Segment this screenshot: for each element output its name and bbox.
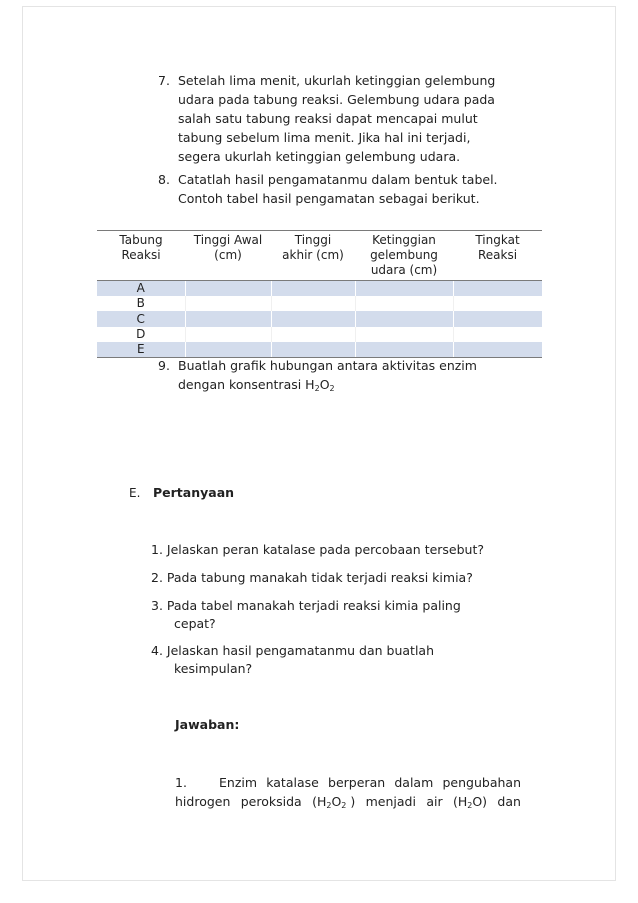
table-cell — [355, 281, 453, 297]
step-line: segera ukurlah ketinggian gelembung udara. — [178, 149, 461, 164]
table-cell — [453, 311, 542, 326]
answer-line: hidrogen peroksida ($H_2O_2$ ) menjadi air $(H_2O)$ dan — [175, 794, 521, 810]
section-letter: E. — [129, 486, 141, 500]
tube-label: A — [97, 281, 185, 297]
table-cell — [355, 296, 453, 311]
observation-table — [97, 230, 542, 358]
table-cell — [185, 327, 271, 342]
table-cell — [271, 281, 355, 297]
header-tinggi-akhir: Tinggi akhir (cm) — [271, 231, 355, 281]
step-line: Setelah lima menit, ukurlah ketinggian gelembung — [178, 73, 496, 88]
step-line: dengan konsentrasi $H_2O_2$ — [178, 377, 335, 393]
step-number: 8. — [158, 172, 170, 187]
section-title: Pertanyaan — [153, 485, 235, 500]
question-2: 2. Pada tabung manakah tidak terjadi reaksi kimia? — [151, 570, 473, 585]
step-line: Catatlah hasil pengamatanmu dalam bentuk tabel. — [178, 172, 498, 187]
table-cell — [185, 311, 271, 326]
table-cell — [271, 311, 355, 326]
table-cell — [185, 281, 271, 297]
table-cell — [271, 327, 355, 342]
table-header-row — [97, 231, 542, 281]
table-row — [97, 281, 542, 297]
table-cell — [355, 327, 453, 342]
step-number: 9. — [158, 358, 170, 373]
table-row — [97, 311, 542, 326]
answer-heading: Jawaban: — [175, 717, 240, 732]
table-cell — [453, 296, 542, 311]
answer-paragraph — [175, 773, 521, 811]
tube-label: B — [136, 296, 145, 311]
table-cell — [453, 327, 542, 342]
header-ketinggian-gelembung: Ketinggian gelembung udara (cm) — [355, 231, 453, 281]
tube-label: D — [136, 326, 146, 341]
table-cell — [185, 296, 271, 311]
table-cell — [453, 281, 542, 297]
table-cell — [271, 296, 355, 311]
question-1: 1. Jelaskan peran katalase pada percobaan tersebut? — [151, 542, 485, 557]
tube-label: E — [97, 342, 185, 358]
step-line: udara pada tabung reaksi. Gelembung udara pada — [178, 92, 495, 107]
table-row — [97, 327, 542, 342]
tube-label: C — [97, 311, 185, 326]
step-line: Contoh tabel hasil pengamatan sebagai berikut. — [178, 191, 480, 206]
table-row — [97, 296, 542, 311]
header-tabung-reaksi: Tabung Reaksi — [97, 231, 185, 281]
step-line: salah satu tabung reaksi dapat mencapai mulut — [178, 111, 478, 126]
answer-line: 1. Enzim katalase berperan dalam pengubahan — [175, 775, 521, 790]
step-number: 7. — [158, 73, 170, 88]
question-3: 3. Pada tabel manakah terjadi reaksi kimia paling cepat? — [151, 598, 461, 631]
question-4: 4. Jelaskan hasil pengamatanmu dan buatlah kesimpulan? — [151, 643, 435, 676]
step-line: Buatlah grafik hubungan antara aktivitas enzim — [178, 358, 477, 373]
table-cell — [355, 311, 453, 326]
header-tingkat-reaksi: Tingkat Reaksi — [453, 231, 542, 281]
step-line: tabung sebelum lima menit. Jika hal ini terjadi, — [178, 130, 471, 145]
header-tinggi-awal: Tinggi Awal (cm) — [185, 231, 271, 281]
